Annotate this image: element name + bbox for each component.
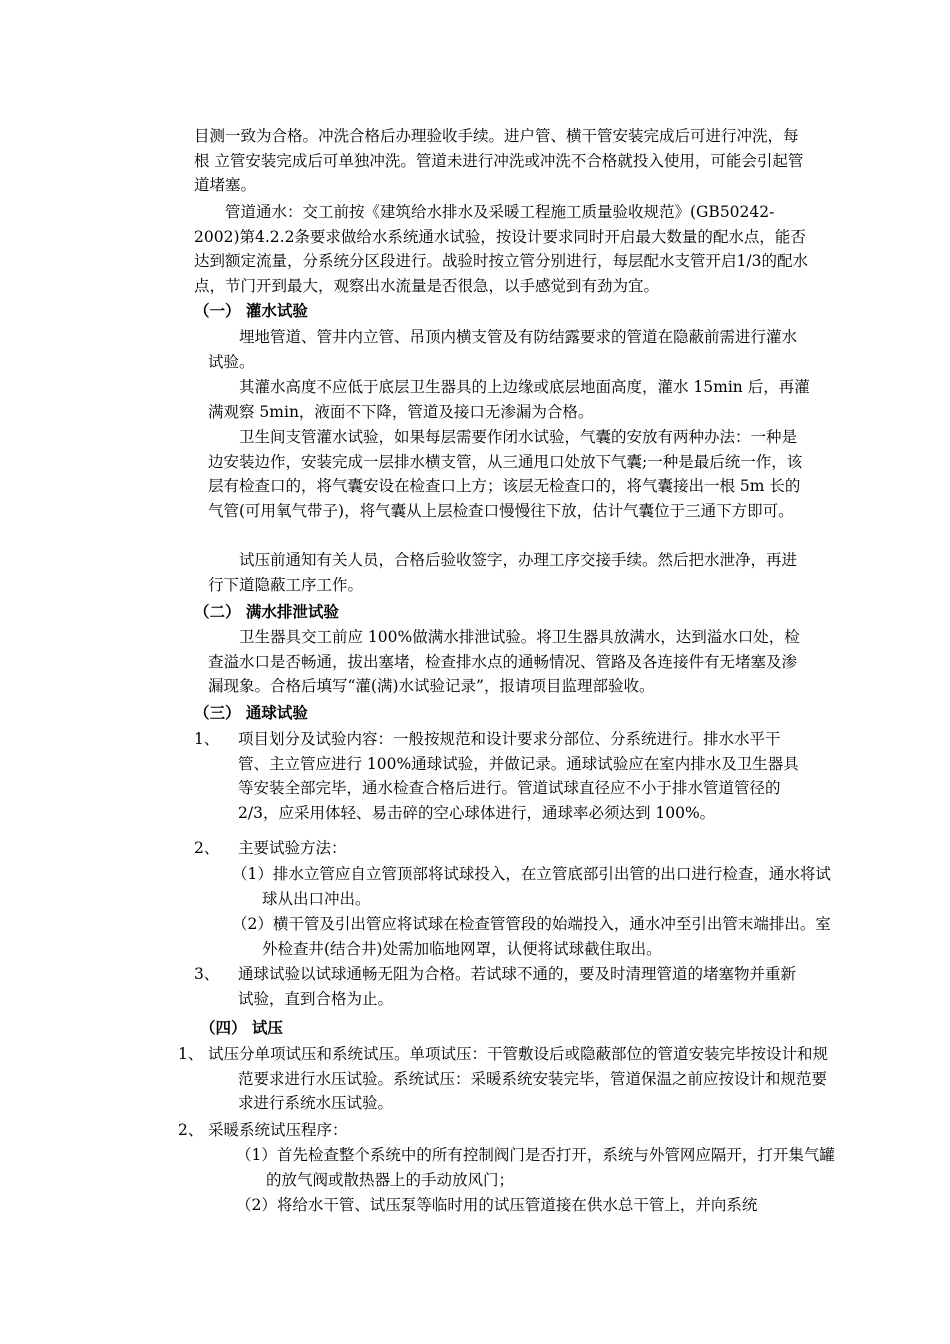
section-4-item-1-text: 试压分单项试压和系统试压。单项试压：干管敷设后或隐蔽部位的管道安装完毕按设计和规范要求进行水压试验。系统试压：采暖系统安装完毕，管道保温之前应按设计和规范要求进行系统水压试验。	[208, 1045, 829, 1112]
section-4-subitem-1: （1）首先检查整个系统中的所有控制阀门是否打开，系统与外管网应隔开，打开集气罐的放气阀或散热器上的手动放风门；	[236, 1146, 835, 1189]
section-2-paragraph-1: 卫生器具交工前应 100%做满水排泄试验。将卫生器具放满水，达到溢水口处，检查溢水口是否畅通，拔出塞堵，检查排水点的通畅情况、管路及各连接件有无堵塞及渗漏现象。合格后填写“灌(满)水试验记录”，报请项目监理部验收。	[208, 628, 800, 695]
section-4-item-2-text: 采暖系统试压程序：	[208, 1121, 348, 1139]
intro-paragraph-2: 管道通水：交工前按《建筑给水排水及采暖工程施工质量验收规范》(GB50242-2002)第4.2.2条要求做给水系统通水试验，按设计要求同时开启最大数量的配水点，能否达到额定流量，分系统分区段进行。战验时按立管分别进行，每层配水支管开启1/3的配水点，节门开到最大，观察出水流量是否很急，以手感觉到有劲为宜。	[194, 203, 808, 295]
section-1-paragraph-4: 试压前通知有关人员，合格后验收签字，办理工序交接手续。然后把水泄净，再进行下道隐蔽工序工作。	[208, 551, 798, 594]
section-1-paragraph-3: 卫生间支管灌水试验，如果每层需要作闭水试验，气囊的安放有两种办法：一种是边安装边作，安装完成一层排水横支管，从三通甩口处放下气囊;一种是最后统一作，该层有检查口的，将气囊安设在检查口上方；该层无检查口的，将气囊接出一根 5m 长的气管(可用氧气带子)，将气囊从上层检查口慢慢往下放，估计气囊位于三通下方即可。	[208, 428, 803, 520]
intro-paragraph-1: 目测一致为合格。冲洗合格后办理验收手续。进户管、横干管安装完成后可进行冲洗，每根 立管安装完成后可单独冲洗。管道未进行冲洗或冲洗不合格就投入使用，可能会引起管道堵塞。	[194, 127, 804, 194]
section-3-item-2-number: 2、	[194, 839, 220, 857]
section-3-item-1-text: 项目划分及试验内容：一般按规范和设计要求分部位、分系统进行。排水水平干管、主立管应进行 100%通球试验，并做记录。通球试验应在室内排水及卫生器具等安装全部完毕，通水检查合格后进行。管道试球直径应不小于排水管道管径的 2/3，应采用体轻、易击碎的空心球体进行，通球率必须达到 100%。	[238, 730, 799, 822]
section-3-heading: （三） 通球试验	[194, 703, 308, 722]
section-4-item-2-number: 2、	[178, 1121, 204, 1139]
section-3-item-3-text: 通球试验以试球通畅无阻为合格。若试球不通的，要及时清理管道的堵塞物并重新试验，直到合格为止。	[238, 965, 797, 1008]
section-4-item-1-number: 1、	[178, 1045, 204, 1063]
section-1-paragraph-2: 其灌水高度不应低于底层卫生器具的上边缘或底层地面高度，灌水 15min 后，再灌满观察 5min，液面不下降，管道及接口无渗漏为合格。	[208, 378, 810, 421]
section-2-heading: （二） 满水排泄试验	[194, 602, 339, 621]
section-3-item-2-text: 主要试验方法：	[238, 839, 347, 857]
section-3-subitem-1: （1）排水立管应自立管顶部将试球投入，在立管底部引出管的出口进行检查，通水将试球从出口冲出。	[232, 865, 831, 908]
section-3-item-1-number: 1、	[194, 730, 220, 748]
section-3-subitem-2: （2）横干管及引出管应将试球在检查管管段的始端投入，通水冲至引出管末端排出。室外检查井(结合井)处需加临地网罩，认便将试球截住取出。	[232, 915, 831, 958]
section-3-item-3-number: 3、	[194, 965, 220, 983]
section-1-paragraph-1: 埋地管道、管井内立管、吊顶内横支管及有防结露要求的管道在隐蔽前需进行灌水试验。	[208, 328, 798, 371]
section-1-heading: （一） 灌水试验	[194, 301, 308, 320]
section-4-subitem-2: （2）将给水干管、试压泵等临时用的试压管道接在供水总干管上，并向系统	[236, 1196, 758, 1214]
section-4-heading: （四） 试压	[200, 1018, 283, 1037]
